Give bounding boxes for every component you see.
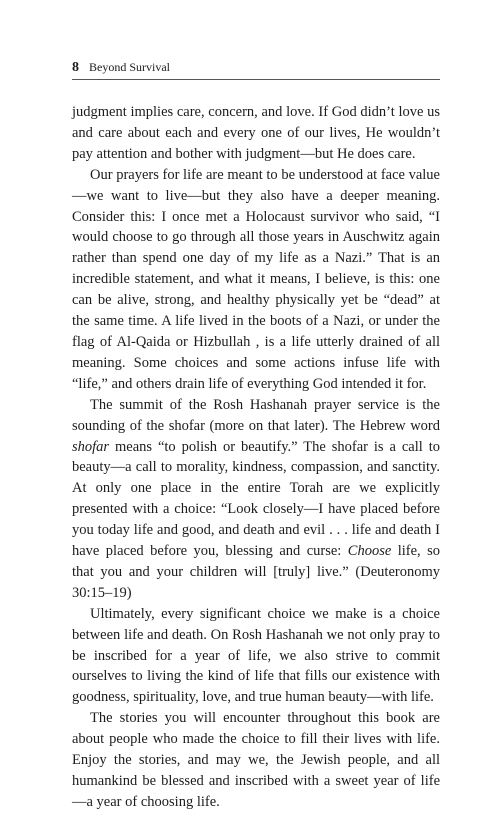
paragraph-3-text-c: means “to polish or beautify.” The shofar is a call to beauty—a call to morality, kindness, compassion, and sanctity. At only one place in the entire Torah are we explicitly presented with a choice: “Look closely—I have placed before you today life and good, and death and evil . . . life and death I have placed before you, blessing and curse:	[72, 438, 440, 560]
italic-term-shofar: shofar	[72, 438, 110, 455]
italic-term-choose: Choose	[347, 543, 392, 560]
page-number: 8	[72, 60, 79, 75]
paragraph-4: Ultimately, every significant choice we make is a choice between life and death. On Rosh Hashanah we not only pray to be inscribed for a year of life, we also strive to commit ourselves to living the kind of life that fills our existence with goodness, spirituality, love, and true human beauty—with life.	[72, 605, 440, 706]
book-title: Beyond Survival	[89, 60, 170, 74]
running-head	[72, 59, 440, 80]
paragraph-3	[72, 395, 440, 604]
body-text	[72, 102, 440, 813]
paragraph-3-text-e: life, so that you and your children will [truly] live.” (Deuteronomy 30:15–19)	[72, 543, 440, 601]
paragraph-1: judgment implies care, concern, and love. If God didn’t love us and care about each and every one of our lives, He wouldn’t pay attention and bother with judgment—but He does care.	[72, 104, 440, 162]
paragraph-3-text-a: The summit of the Rosh Hashanah prayer service is the sounding of the shofar (more on that later). The Hebrew word	[72, 396, 440, 434]
paragraph-5: The stories you will encounter throughout this book are about people who made the choice to fill their lives with life. Enjoy the stories, and may we, the Jewish people, and all humankind be blessed and inscribed with a sweet year of life—a year of choosing life.	[72, 710, 440, 810]
paragraph-2: Our prayers for life are meant to be understood at face value—we want to live—but they also have a deeper meaning. Consider this: I once met a Holocaust survivor who said, “I would choose to go through all those years in Auschwitz again rather than spend one day of my life as a Nazi.” That is an incredible statement, and what it means, I believe, is this: one can be alive, strong, and healthy physically yet be “dead” at the same time. A life lived in the boots of a Nazi, or under the flag of Al-Qaida or Hizbullah , is a life utterly drained of all meaning. Some choices and some actions infuse life with “life,” and others drain life of everything God intended it for.	[72, 166, 440, 392]
